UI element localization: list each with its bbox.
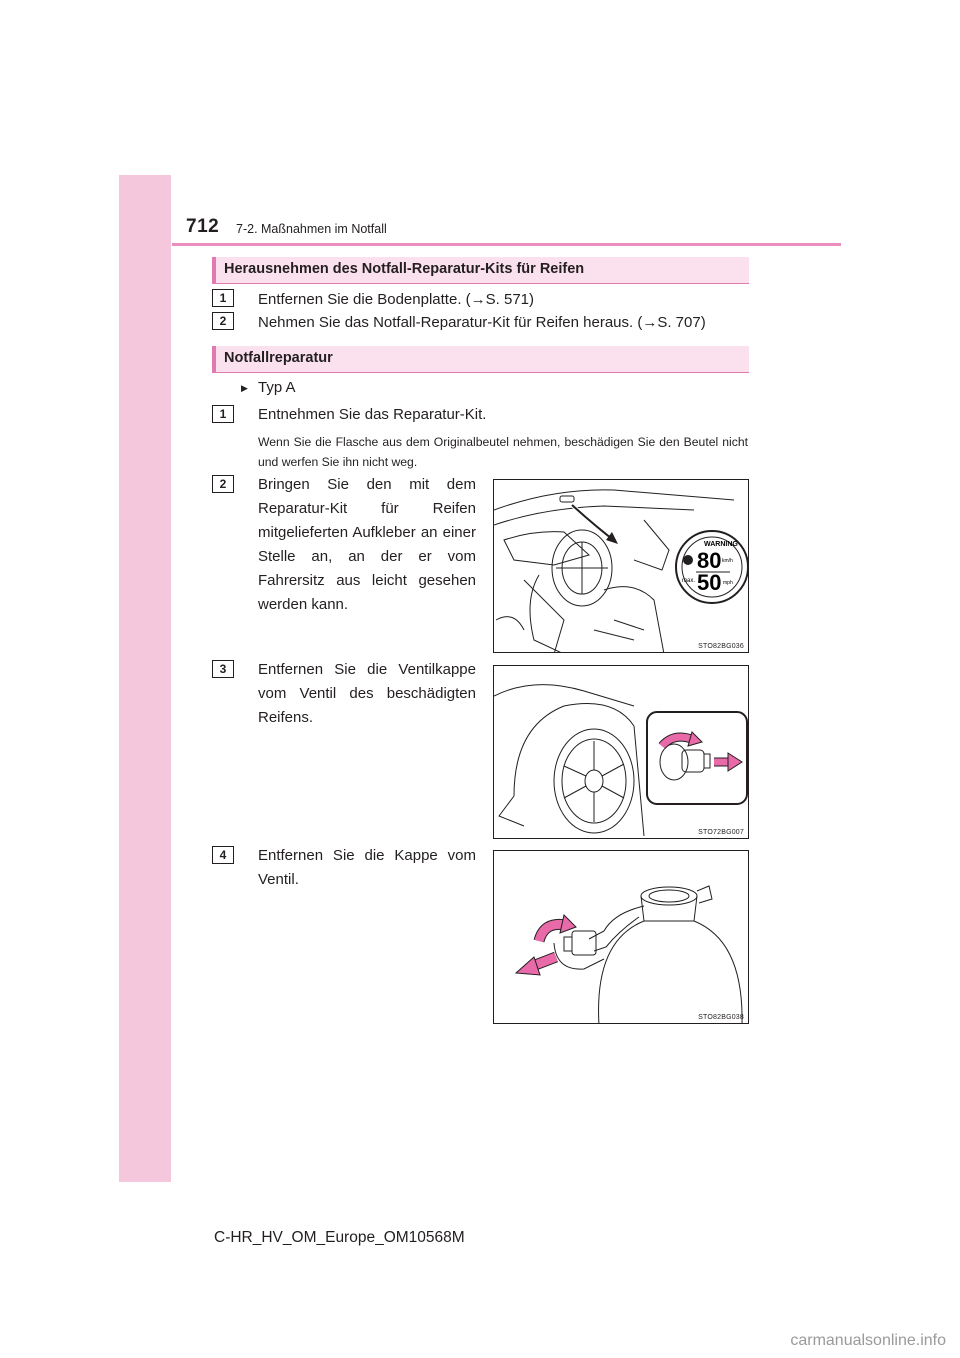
header-rule xyxy=(172,243,841,246)
step-text: Entfernen Sie die Ventilkappe vom Ventil des beschädigten Reifens. xyxy=(258,661,476,726)
figure-code: STO82BG038 xyxy=(698,1014,744,1021)
step-number: 2 xyxy=(212,475,234,493)
section-heading-removal xyxy=(212,257,749,284)
svg-text:max.: max. xyxy=(682,578,696,584)
svg-text:km/h: km/h xyxy=(722,558,733,564)
figure-sticker-location xyxy=(493,479,749,653)
step-number: 3 xyxy=(212,660,234,678)
document-id: C-HR_HV_OM_Europe_OM10568M xyxy=(214,1229,465,1246)
bottle-illustration xyxy=(494,851,749,1024)
section-heading-repair xyxy=(212,346,749,373)
step-note: Wenn Sie die Flasche aus dem Originalbeutel nehmen, beschädigen Sie den Beutel nicht und werfen Sie ihn nicht weg. xyxy=(258,435,748,469)
type-marker-icon: ▶ xyxy=(241,383,248,393)
step-number: 1 xyxy=(212,405,234,423)
step-number: 1 xyxy=(212,289,234,307)
figure-code: STO82BG036 xyxy=(698,643,744,650)
dashboard-illustration xyxy=(494,480,749,653)
figure-valve-cap xyxy=(493,665,749,839)
section-title: Notfallreparatur xyxy=(224,350,333,366)
svg-text:mph: mph xyxy=(723,580,733,586)
svg-text:80: 80 xyxy=(697,548,722,573)
watermark: carmanualsonline.info xyxy=(790,1332,946,1349)
side-tab xyxy=(119,175,171,1182)
step-number: 2 xyxy=(212,312,234,330)
step-number: 4 xyxy=(212,846,234,864)
svg-text:50: 50 xyxy=(697,570,722,595)
step-text: Entnehmen Sie das Reparatur-Kit. xyxy=(258,406,487,423)
figure-code: STO72BG007 xyxy=(698,829,744,836)
page-number: 712 xyxy=(186,216,220,237)
svg-text:WARNING: WARNING xyxy=(704,541,738,548)
step-text: Bringen Sie den mit dem Reparatur-Kit für Reifen mitgelieferten Aufkleber an einer Stelle an, an der er vom Fahrersitz aus leicht gesehen werden kann. xyxy=(258,476,476,613)
warning-sticker-icon xyxy=(676,531,748,603)
type-label: Typ A xyxy=(258,379,296,396)
step-text: Entfernen Sie die Bodenplatte. (→S. 571) xyxy=(258,291,535,308)
chapter-title: 7-2. Maßnahmen im Notfall xyxy=(236,222,387,236)
figure-bottle-cap xyxy=(493,850,749,1024)
step-text: Entfernen Sie die Kappe vom Ventil. xyxy=(258,847,476,888)
wheel-illustration xyxy=(494,666,749,839)
section-title: Herausnehmen des Notfall-Reparatur-Kits für Reifen xyxy=(224,261,585,277)
step-text: Nehmen Sie das Notfall-Reparatur-Kit für Reifen heraus. (→S. 707) xyxy=(258,314,706,331)
